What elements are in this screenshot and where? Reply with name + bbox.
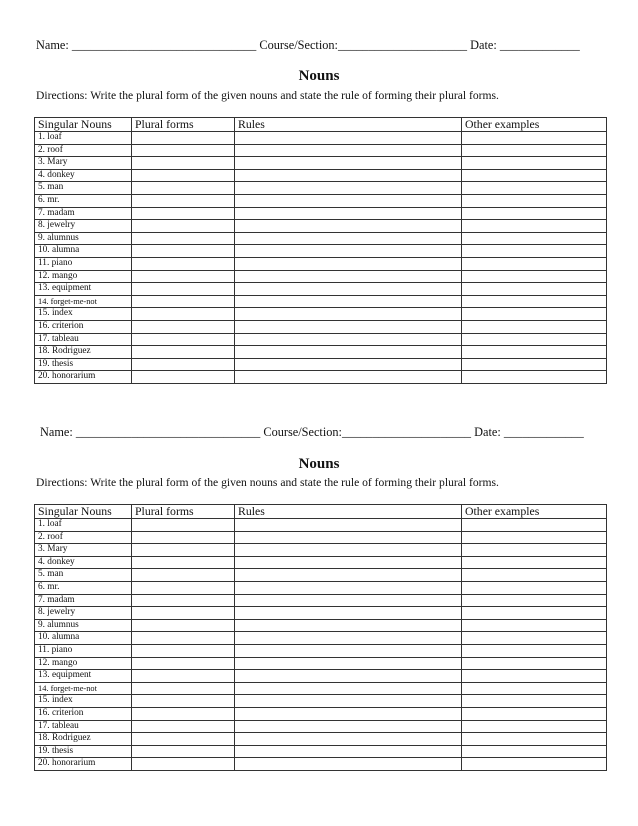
column-header: Rules bbox=[235, 505, 462, 519]
other-examples-cell[interactable] bbox=[462, 619, 607, 632]
table-row bbox=[35, 707, 607, 720]
other-examples-cell[interactable] bbox=[462, 632, 607, 645]
table-row bbox=[35, 682, 607, 695]
table-row bbox=[35, 745, 607, 758]
column-header: Other examples bbox=[462, 505, 607, 519]
column-header: Rules bbox=[235, 118, 462, 132]
directions: Directions: Write the plural form of the given nouns and state the rule of forming their plural forms. bbox=[36, 476, 499, 489]
singular-noun-cell: 9. alumnus bbox=[35, 232, 132, 245]
other-examples-cell[interactable] bbox=[462, 644, 607, 657]
plural-form-cell[interactable] bbox=[132, 581, 235, 594]
singular-noun-cell: 7. madam bbox=[35, 207, 132, 220]
singular-noun-cell: 12. mango bbox=[35, 657, 132, 670]
singular-noun-cell: 14. forget-me-not bbox=[35, 682, 132, 695]
header-line bbox=[40, 425, 584, 440]
singular-noun-cell: 6. mr. bbox=[35, 194, 132, 207]
table-row bbox=[35, 695, 607, 708]
singular-noun-cell: 7. madam bbox=[35, 594, 132, 607]
other-examples-cell[interactable] bbox=[462, 569, 607, 582]
other-examples-cell[interactable] bbox=[462, 657, 607, 670]
rule-cell[interactable] bbox=[235, 733, 462, 746]
rule-cell[interactable] bbox=[235, 569, 462, 582]
column-header: Singular Nouns bbox=[35, 505, 132, 519]
nouns-table bbox=[34, 504, 607, 771]
rule-cell[interactable] bbox=[235, 720, 462, 733]
plural-form-cell[interactable] bbox=[132, 758, 235, 771]
singular-noun-cell: 16. criterion bbox=[35, 320, 132, 333]
rule-cell[interactable] bbox=[235, 519, 462, 532]
singular-noun-cell: 20. honorarium bbox=[35, 371, 132, 384]
singular-noun-cell: 2. roof bbox=[35, 531, 132, 544]
table-row bbox=[35, 531, 607, 544]
singular-noun-cell: 5. man bbox=[35, 569, 132, 582]
singular-noun-cell: 15. index bbox=[35, 308, 132, 321]
table-row bbox=[35, 619, 607, 632]
singular-noun-cell: 18. Rodriguez bbox=[35, 346, 132, 359]
plural-form-cell[interactable] bbox=[132, 619, 235, 632]
singular-noun-cell: 11. piano bbox=[35, 644, 132, 657]
singular-noun-cell: 11. piano bbox=[35, 257, 132, 270]
singular-noun-cell: 10. alumna bbox=[35, 245, 132, 258]
singular-noun-cell: 5. man bbox=[35, 182, 132, 195]
name-blank[interactable]: ______________________________ bbox=[71, 38, 257, 52]
singular-noun-cell: 2. roof bbox=[35, 144, 132, 157]
singular-noun-cell: 4. donkey bbox=[35, 556, 132, 569]
other-examples-cell[interactable] bbox=[462, 745, 607, 758]
rule-cell[interactable] bbox=[235, 607, 462, 620]
singular-noun-cell: 14. forget-me-not bbox=[35, 295, 132, 308]
table-row bbox=[35, 670, 607, 683]
singular-noun-cell: 18. Rodriguez bbox=[35, 733, 132, 746]
column-header: Singular Nouns bbox=[35, 118, 132, 132]
other-examples-cell[interactable] bbox=[462, 519, 607, 532]
rule-cell[interactable] bbox=[235, 682, 462, 695]
singular-noun-cell: 4. donkey bbox=[35, 169, 132, 182]
table-row bbox=[35, 607, 607, 620]
other-examples-cell[interactable] bbox=[462, 581, 607, 594]
singular-noun-cell: 8. jewelry bbox=[35, 220, 132, 233]
plural-form-cell[interactable] bbox=[132, 707, 235, 720]
plural-form-cell[interactable] bbox=[132, 644, 235, 657]
singular-noun-cell: 3. Mary bbox=[35, 544, 132, 557]
plural-form-cell[interactable] bbox=[132, 657, 235, 670]
rule-cell[interactable] bbox=[235, 531, 462, 544]
singular-noun-cell: 19. thesis bbox=[35, 358, 132, 371]
singular-noun-cell: 17. tableau bbox=[35, 333, 132, 346]
other-examples-cell[interactable] bbox=[462, 556, 607, 569]
plural-form-cell[interactable] bbox=[132, 607, 235, 620]
plural-form-cell[interactable] bbox=[132, 632, 235, 645]
course-label: Course/Section: bbox=[259, 38, 338, 52]
plural-form-cell[interactable] bbox=[132, 670, 235, 683]
table-row bbox=[35, 632, 607, 645]
plural-form-cell[interactable] bbox=[132, 745, 235, 758]
rule-cell[interactable] bbox=[235, 581, 462, 594]
singular-noun-cell: 1. loaf bbox=[35, 132, 132, 145]
singular-noun-cell: 17. tableau bbox=[35, 720, 132, 733]
plural-form-cell[interactable] bbox=[132, 544, 235, 557]
plural-form-cell[interactable] bbox=[132, 519, 235, 532]
other-examples-cell[interactable] bbox=[462, 594, 607, 607]
other-examples-cell[interactable] bbox=[462, 682, 607, 695]
page-title: Nouns bbox=[298, 456, 340, 472]
table-row bbox=[35, 758, 607, 771]
plural-form-cell[interactable] bbox=[132, 682, 235, 695]
name-label: Name: bbox=[40, 425, 73, 439]
plural-form-cell[interactable] bbox=[132, 733, 235, 746]
table-row bbox=[35, 519, 607, 532]
table-row bbox=[35, 544, 607, 557]
other-examples-cell[interactable] bbox=[462, 758, 607, 771]
table-header-row bbox=[35, 505, 607, 519]
other-examples-cell[interactable] bbox=[462, 707, 607, 720]
rule-cell[interactable] bbox=[235, 644, 462, 657]
other-examples-cell[interactable] bbox=[462, 720, 607, 733]
singular-noun-cell: 16. criterion bbox=[35, 707, 132, 720]
singular-noun-cell: 15. index bbox=[35, 695, 132, 708]
table-row bbox=[35, 581, 607, 594]
directions: Directions: Write the plural form of the given nouns and state the rule of forming their plural forms. bbox=[36, 89, 499, 102]
course-blank[interactable]: _____________________ bbox=[337, 38, 468, 52]
plural-form-cell[interactable] bbox=[132, 569, 235, 582]
table-row bbox=[35, 594, 607, 607]
date-label: Date: bbox=[474, 425, 501, 439]
other-examples-cell[interactable] bbox=[462, 695, 607, 708]
singular-noun-cell: 13. equipment bbox=[35, 670, 132, 683]
table-row bbox=[35, 644, 607, 657]
rule-cell[interactable] bbox=[235, 707, 462, 720]
plural-form-cell[interactable] bbox=[132, 594, 235, 607]
table-row bbox=[35, 569, 607, 582]
page-title: Nouns bbox=[298, 68, 340, 84]
plural-form-cell[interactable] bbox=[132, 556, 235, 569]
other-examples-cell[interactable] bbox=[462, 531, 607, 544]
rule-cell[interactable] bbox=[235, 594, 462, 607]
singular-noun-cell: 3. Mary bbox=[35, 157, 132, 170]
rule-cell[interactable] bbox=[235, 657, 462, 670]
name-blank[interactable]: ______________________________ bbox=[75, 425, 261, 439]
table-row bbox=[35, 657, 607, 670]
plural-form-cell[interactable] bbox=[132, 531, 235, 544]
rule-cell[interactable] bbox=[235, 670, 462, 683]
rule-cell[interactable] bbox=[235, 619, 462, 632]
table-row bbox=[35, 556, 607, 569]
other-examples-cell[interactable] bbox=[462, 733, 607, 746]
singular-noun-cell: 13. equipment bbox=[35, 283, 132, 296]
singular-noun-cell: 8. jewelry bbox=[35, 607, 132, 620]
other-examples-cell[interactable] bbox=[462, 544, 607, 557]
plural-form-cell[interactable] bbox=[132, 695, 235, 708]
singular-noun-cell: 10. alumna bbox=[35, 632, 132, 645]
rule-cell[interactable] bbox=[235, 544, 462, 557]
rule-cell[interactable] bbox=[235, 556, 462, 569]
table-row bbox=[35, 733, 607, 746]
column-header: Plural forms bbox=[132, 118, 235, 132]
table-body bbox=[35, 519, 607, 771]
date-blank[interactable]: _____________ bbox=[503, 425, 584, 439]
course-blank[interactable]: _____________________ bbox=[341, 425, 472, 439]
name-label: Name: bbox=[36, 38, 69, 52]
singular-noun-cell: 1. loaf bbox=[35, 519, 132, 532]
singular-noun-cell: 6. mr. bbox=[35, 581, 132, 594]
singular-noun-cell: 20. honorarium bbox=[35, 758, 132, 771]
table-row bbox=[35, 720, 607, 733]
singular-noun-cell: 19. thesis bbox=[35, 745, 132, 758]
date-label: Date: bbox=[470, 38, 497, 52]
rule-cell[interactable] bbox=[235, 695, 462, 708]
rule-cell[interactable] bbox=[235, 745, 462, 758]
column-header: Plural forms bbox=[132, 505, 235, 519]
rule-cell[interactable] bbox=[235, 632, 462, 645]
singular-noun-cell: 9. alumnus bbox=[35, 619, 132, 632]
date-blank[interactable]: _____________ bbox=[499, 38, 580, 52]
plural-form-cell[interactable] bbox=[132, 720, 235, 733]
other-examples-cell[interactable] bbox=[462, 670, 607, 683]
singular-noun-cell: 12. mango bbox=[35, 270, 132, 283]
column-header: Other examples bbox=[462, 118, 607, 132]
course-label: Course/Section: bbox=[263, 425, 342, 439]
other-examples-cell[interactable] bbox=[462, 607, 607, 620]
rule-cell[interactable] bbox=[235, 758, 462, 771]
